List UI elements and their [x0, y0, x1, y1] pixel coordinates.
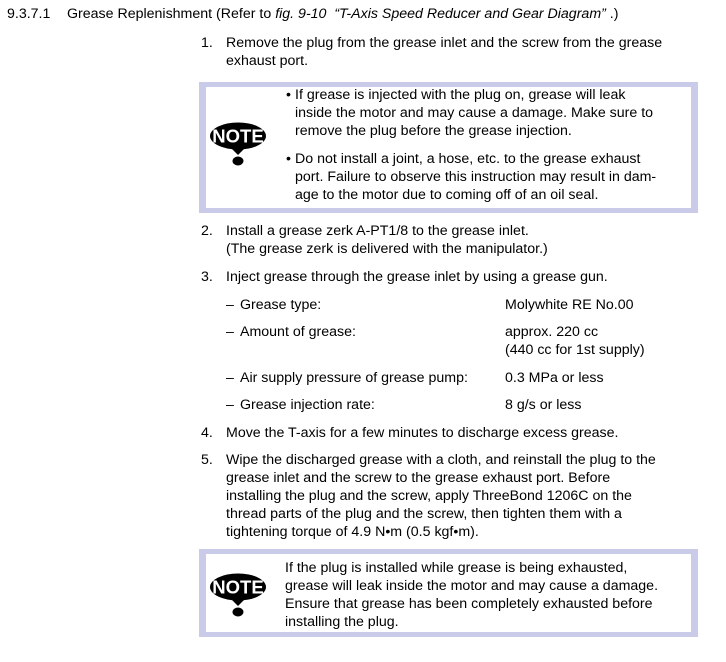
step-text: Remove the plug from the grease inlet and the screw from the grease	[226, 35, 663, 51]
step-number: 2.	[201, 223, 213, 239]
step-text: (The grease zerk is delivered with the manipulator.)	[226, 241, 548, 257]
note-text: inside the motor and may cause a damage. Make sure to	[295, 105, 654, 121]
note-icon	[209, 573, 267, 619]
note-text: Do not install a joint, a hose, etc. to the grease exhaust	[295, 151, 641, 167]
spec-dash: –	[226, 324, 234, 340]
spec-value: approx. 220 cc	[505, 324, 599, 340]
note-bullet: •	[286, 87, 291, 103]
spec-dash: –	[226, 397, 234, 413]
note-text: If the plug is installed while grease is being exhausted,	[285, 560, 628, 576]
spec-label: Grease injection rate:	[240, 397, 375, 413]
figure-title: “T-Axis Speed Reducer and Gear Diagram”	[326, 6, 606, 22]
step-number: 4.	[201, 425, 213, 441]
section-title-suffix: .)	[605, 6, 619, 22]
step-text: tightening torque of 4.9 N•m (0.5 kgf•m).	[226, 524, 479, 540]
spec-value: 8 g/s or less	[505, 397, 582, 413]
spec-value: 0.3 MPa or less	[505, 370, 604, 386]
section-title	[67, 6, 618, 22]
step-text: installing the plug and the screw, apply ThreeBond 1206C on the	[226, 488, 632, 504]
step-text: Install a grease zerk A-PT1/8 to the grease inlet.	[226, 223, 529, 239]
step-text: Inject grease through the grease inlet by using a grease gun.	[226, 269, 608, 285]
spec-value: Molywhite RE No.00	[505, 297, 634, 313]
note-text: Ensure that grease has been completely exhausted before	[285, 596, 653, 612]
note-icon	[209, 122, 267, 168]
note-text: age to the motor due to coming off of an oil seal.	[295, 187, 599, 203]
spec-dash: –	[226, 297, 234, 313]
note-text: If grease is injected with the plug on, grease will leak	[295, 87, 626, 103]
spec-label: Air supply pressure of grease pump:	[240, 370, 468, 386]
note-text: remove the plug before the grease injection.	[295, 123, 572, 139]
step-text: grease inlet and the screw to the grease exhaust port. Before	[226, 470, 611, 486]
figure-reference: fig. 9-10	[275, 6, 327, 22]
section-number: 9.3.7.1	[7, 6, 51, 22]
step-text: exhaust port.	[226, 53, 309, 69]
step-number: 1.	[201, 35, 213, 51]
spec-label: Amount of grease:	[240, 324, 356, 340]
note-text: installing the plug.	[285, 614, 399, 630]
section-title-prefix: Grease Replenishment (Refer to	[67, 6, 276, 22]
step-text: thread parts of the plug and the screw, then tighten them with a	[226, 506, 622, 522]
step-number: 3.	[201, 269, 213, 285]
note-text: grease will leak inside the motor and may cause a damage.	[285, 578, 659, 594]
step-number: 5.	[201, 452, 213, 468]
spec-dash: –	[226, 370, 234, 386]
note-icon-label: NOTE	[212, 576, 264, 598]
note-text: port. Failure to observe this instruction may result in dam-	[295, 169, 657, 185]
note-icon-label: NOTE	[212, 125, 264, 147]
spec-label: Grease type:	[240, 297, 322, 313]
note-bullet: •	[286, 151, 291, 167]
step-text: Move the T-axis for a few minutes to discharge excess grease.	[226, 425, 619, 441]
spec-value: (440 cc for 1st supply)	[505, 342, 645, 358]
step-text: Wipe the discharged grease with a cloth, and reinstall the plug to the	[226, 452, 656, 468]
